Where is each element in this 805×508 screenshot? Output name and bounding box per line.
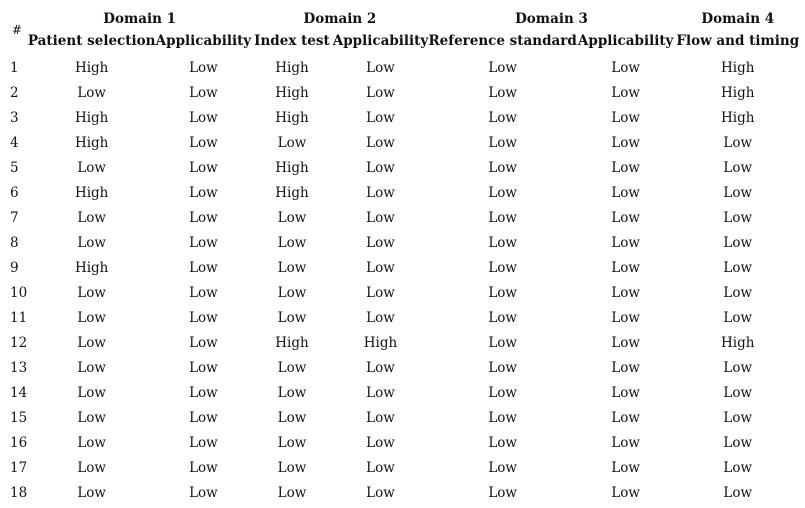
risk-cell: Low — [77, 459, 106, 476]
risk-cell: Low — [611, 84, 640, 101]
risk-cell: Low — [189, 284, 218, 301]
row-number: 8 — [10, 234, 19, 251]
risk-cell: High — [721, 334, 755, 351]
risk-cell: Low — [277, 459, 307, 476]
risk-cell: Low — [611, 284, 640, 301]
risk-cell: Low — [277, 259, 307, 276]
row-number: 4 — [10, 134, 19, 151]
risk-cell: Low — [723, 459, 753, 476]
row-number-header: # — [11, 23, 22, 37]
risk-cell: High — [74, 59, 109, 76]
risk-cell: Low — [488, 409, 517, 426]
table-row — [6, 280, 801, 305]
table-row — [6, 105, 801, 130]
risk-cell: Low — [611, 134, 640, 151]
risk-cell: Low — [488, 84, 517, 101]
risk-cell: Low — [277, 484, 307, 501]
risk-cell: Low — [723, 209, 753, 226]
row-number: 10 — [10, 284, 28, 301]
risk-cell: High — [275, 334, 309, 351]
risk-cell: Low — [189, 84, 218, 101]
risk-cell: High — [74, 134, 109, 151]
row-number: 1 — [10, 59, 19, 76]
risk-cell: Low — [611, 59, 640, 76]
risk-cell: Low — [77, 234, 106, 251]
col-header-applicability-1: Applicability — [155, 33, 252, 49]
risk-cell: High — [721, 109, 755, 126]
row-number: 12 — [10, 334, 28, 351]
domain-2-header: Domain 2 — [303, 11, 377, 27]
risk-cell: Low — [488, 159, 517, 176]
risk-cell: High — [74, 184, 109, 201]
risk-cell: Low — [488, 184, 517, 201]
table-body — [6, 55, 801, 505]
risk-cell: Low — [611, 359, 640, 376]
table-row — [6, 255, 801, 280]
risk-cell: Low — [77, 309, 106, 326]
risk-cell: Low — [189, 134, 218, 151]
col-header-applicability-2: Applicability — [332, 33, 429, 49]
risk-cell: Low — [366, 109, 395, 126]
risk-cell: Low — [366, 134, 395, 151]
table-row — [6, 80, 801, 105]
row-number: 11 — [10, 309, 28, 326]
risk-cell: Low — [77, 359, 106, 376]
risk-cell: Low — [723, 184, 753, 201]
row-number: 14 — [10, 384, 28, 401]
risk-cell: Low — [611, 234, 640, 251]
row-number: 5 — [10, 159, 19, 176]
risk-cell: Low — [277, 284, 307, 301]
risk-cell: Low — [611, 109, 640, 126]
risk-cell: Low — [723, 309, 753, 326]
risk-cell: Low — [611, 434, 640, 451]
risk-cell: Low — [189, 359, 218, 376]
risk-cell: Low — [277, 384, 307, 401]
risk-cell: Low — [488, 384, 517, 401]
risk-cell: High — [275, 109, 309, 126]
table-row — [6, 130, 801, 155]
risk-cell: Low — [366, 459, 395, 476]
risk-cell: Low — [723, 484, 753, 501]
col-header-reference-standard: Reference standard — [428, 33, 577, 49]
risk-cell: Low — [488, 334, 517, 351]
risk-cell: Low — [189, 309, 218, 326]
col-header-patient-selection: Patient selection — [27, 33, 156, 49]
row-number: 18 — [10, 484, 28, 501]
risk-cell: Low — [611, 259, 640, 276]
risk-cell: Low — [488, 484, 517, 501]
table-row — [6, 430, 801, 455]
risk-cell: Low — [488, 434, 517, 451]
risk-cell: Low — [723, 234, 753, 251]
risk-cell: Low — [366, 159, 395, 176]
table-row — [6, 230, 801, 255]
risk-cell: Low — [611, 184, 640, 201]
risk-cell: High — [74, 259, 109, 276]
risk-cell: Low — [366, 359, 395, 376]
risk-cell: Low — [189, 434, 218, 451]
risk-cell: Low — [611, 459, 640, 476]
risk-cell: Low — [277, 309, 307, 326]
risk-cell: Low — [488, 234, 517, 251]
risk-cell: Low — [189, 259, 218, 276]
risk-cell: Low — [611, 334, 640, 351]
risk-cell: High — [275, 59, 309, 76]
row-number: 3 — [10, 109, 19, 126]
risk-cell: Low — [611, 209, 640, 226]
risk-cell: Low — [488, 109, 517, 126]
risk-cell: High — [363, 334, 398, 351]
risk-cell: Low — [189, 334, 218, 351]
table-row — [6, 305, 801, 330]
table-row — [6, 355, 801, 380]
risk-cell: Low — [488, 209, 517, 226]
risk-cell: Low — [723, 134, 753, 151]
risk-cell: Low — [366, 234, 395, 251]
risk-cell: High — [74, 109, 109, 126]
risk-cell: Low — [77, 284, 106, 301]
risk-cell: Low — [189, 184, 218, 201]
risk-cell: Low — [366, 259, 395, 276]
risk-cell: Low — [611, 384, 640, 401]
domain-4-header: Domain 4 — [701, 11, 775, 27]
subheader-row — [6, 27, 801, 55]
risk-cell: High — [721, 59, 755, 76]
risk-cell: Low — [189, 459, 218, 476]
row-number: 7 — [10, 209, 19, 226]
risk-cell: Low — [277, 134, 307, 151]
risk-cell: Low — [77, 84, 106, 101]
risk-cell: Low — [723, 359, 753, 376]
risk-cell: High — [275, 184, 309, 201]
risk-cell: Low — [77, 484, 106, 501]
risk-cell: Low — [723, 434, 753, 451]
risk-cell: Low — [189, 384, 218, 401]
row-number: 2 — [10, 84, 19, 101]
risk-cell: Low — [77, 159, 106, 176]
risk-cell: Low — [366, 59, 395, 76]
risk-cell: High — [275, 159, 309, 176]
row-number: 17 — [10, 459, 28, 476]
risk-cell: Low — [723, 159, 753, 176]
risk-cell: Low — [366, 309, 395, 326]
risk-cell: Low — [366, 384, 395, 401]
risk-cell: Low — [366, 409, 395, 426]
risk-cell: Low — [611, 309, 640, 326]
table-row — [6, 155, 801, 180]
table-row — [6, 55, 801, 80]
row-number: 13 — [10, 359, 28, 376]
risk-cell: Low — [366, 184, 395, 201]
table-row — [6, 480, 801, 505]
risk-cell: Low — [366, 209, 395, 226]
risk-cell: Low — [189, 234, 218, 251]
risk-cell: Low — [277, 409, 307, 426]
risk-cell: Low — [488, 309, 517, 326]
domain-1-header: Domain 1 — [103, 11, 177, 27]
risk-cell: Low — [723, 259, 753, 276]
row-number: 6 — [10, 184, 19, 201]
row-number: 15 — [10, 409, 28, 426]
risk-cell: Low — [723, 384, 753, 401]
risk-cell: Low — [366, 84, 395, 101]
risk-cell: Low — [366, 434, 395, 451]
table-row — [6, 405, 801, 430]
col-header-flow-and-timing: Flow and timing — [676, 33, 800, 49]
table-row — [6, 330, 801, 355]
risk-cell: Low — [611, 484, 640, 501]
risk-cell: Low — [488, 259, 517, 276]
risk-cell: Low — [488, 134, 517, 151]
risk-cell: Low — [189, 159, 218, 176]
risk-cell: Low — [488, 59, 517, 76]
risk-cell: Low — [77, 434, 106, 451]
col-header-applicability-3: Applicability — [577, 33, 674, 49]
table-row — [6, 455, 801, 480]
quadas-table — [6, 5, 801, 505]
risk-cell: Low — [277, 434, 307, 451]
risk-cell: Low — [366, 284, 395, 301]
table-row — [6, 180, 801, 205]
risk-cell: Low — [488, 459, 517, 476]
risk-cell: Low — [77, 334, 106, 351]
table-header — [6, 5, 801, 55]
risk-cell: Low — [189, 484, 218, 501]
risk-cell: Low — [277, 209, 307, 226]
risk-cell: Low — [277, 359, 307, 376]
risk-cell: Low — [723, 409, 753, 426]
risk-cell: Low — [366, 484, 395, 501]
risk-cell: Low — [189, 109, 218, 126]
col-header-index-test: Index test — [254, 33, 330, 49]
risk-cell: Low — [189, 209, 218, 226]
risk-cell: Low — [488, 284, 517, 301]
risk-cell: Low — [723, 284, 753, 301]
risk-cell: Low — [77, 409, 106, 426]
risk-cell: Low — [77, 384, 106, 401]
table-row — [6, 205, 801, 230]
risk-cell: Low — [611, 409, 640, 426]
risk-cell: High — [721, 84, 755, 101]
risk-cell: Low — [77, 209, 106, 226]
table-row — [6, 380, 801, 405]
risk-cell: High — [275, 84, 309, 101]
risk-cell: Low — [488, 359, 517, 376]
risk-cell: Low — [611, 159, 640, 176]
domain-3-header: Domain 3 — [515, 11, 588, 27]
risk-cell: Low — [189, 409, 218, 426]
risk-cell: Low — [189, 59, 218, 76]
row-number: 16 — [10, 434, 28, 451]
domain-header-row — [6, 5, 801, 27]
row-number: 9 — [10, 259, 19, 276]
risk-cell: Low — [277, 234, 307, 251]
